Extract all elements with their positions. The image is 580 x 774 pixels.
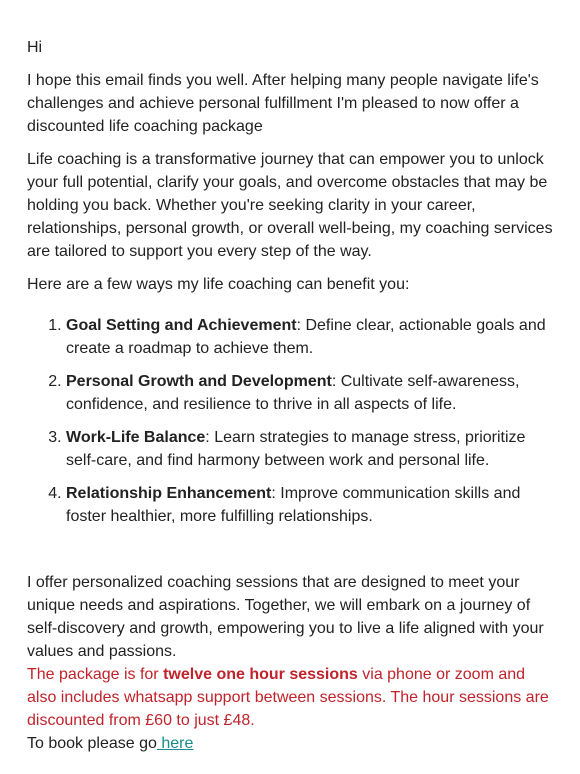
offer-paragraph: I offer personalized coaching sessions that are designed to meet your unique needs and aspirations. Together, we will embark on a journey of self-discovery and growth, empowering you to live a life aligned with your values and passions.: [27, 574, 544, 660]
benefit-text: : Define clear, actionable goals and create a roadmap to achieve them.: [66, 317, 546, 357]
benefit-text: : Learn strategies to manage stress, prioritize self-care, and find harmony between work and personal life.: [66, 429, 526, 469]
package-paragraph: [27, 663, 554, 732]
list-item: [66, 370, 554, 416]
greeting: Hi: [27, 39, 43, 56]
booking-text: To book please go: [27, 735, 157, 752]
benefits-heading: Here are a few ways my life coaching can benefit you:: [27, 276, 410, 293]
benefit-title: Work-Life Balance: [66, 429, 206, 446]
package-suffix: via phone or zoom and also includes whatsapp support between sessions. The hour sessions are discounted from £60 to just £48.: [27, 666, 549, 729]
benefit-title: Goal Setting and Achievement: [66, 317, 297, 334]
list-item: [66, 426, 554, 472]
benefit-text: : Cultivate self-awareness, confidence, and resilience to thrive in all aspects of life.: [66, 373, 520, 413]
benefit-text: : Improve communication skills and foster healthier, more fulfilling relationships.: [66, 485, 521, 525]
package-highlight: twelve one hour sessions: [163, 666, 358, 683]
booking-link[interactable]: here: [156, 735, 194, 752]
benefit-title: Relationship Enhancement: [66, 485, 272, 502]
package-prefix: The package is for: [27, 666, 164, 683]
list-item: [66, 314, 554, 360]
intro-paragraph: I hope this email finds you well. After helping many people navigate life's challenges and achieve personal fulfillment I'm pleased to now offer a discounted life coaching package: [27, 72, 539, 135]
list-item: [66, 482, 554, 528]
benefits-list: [27, 314, 554, 528]
description-paragraph: Life coaching is a transformative journey that can empower you to unlock your full potential, clarify your goals, and overcome obstacles that may be holding you back. Whether you're seeking clarity in your career, relationships, personal growth, or overall well-being, my coaching services are tailored to support you every step of the way.: [27, 151, 553, 260]
spacer: [27, 538, 554, 571]
benefit-title: Personal Growth and Development: [66, 373, 332, 390]
booking-line: [27, 732, 554, 755]
